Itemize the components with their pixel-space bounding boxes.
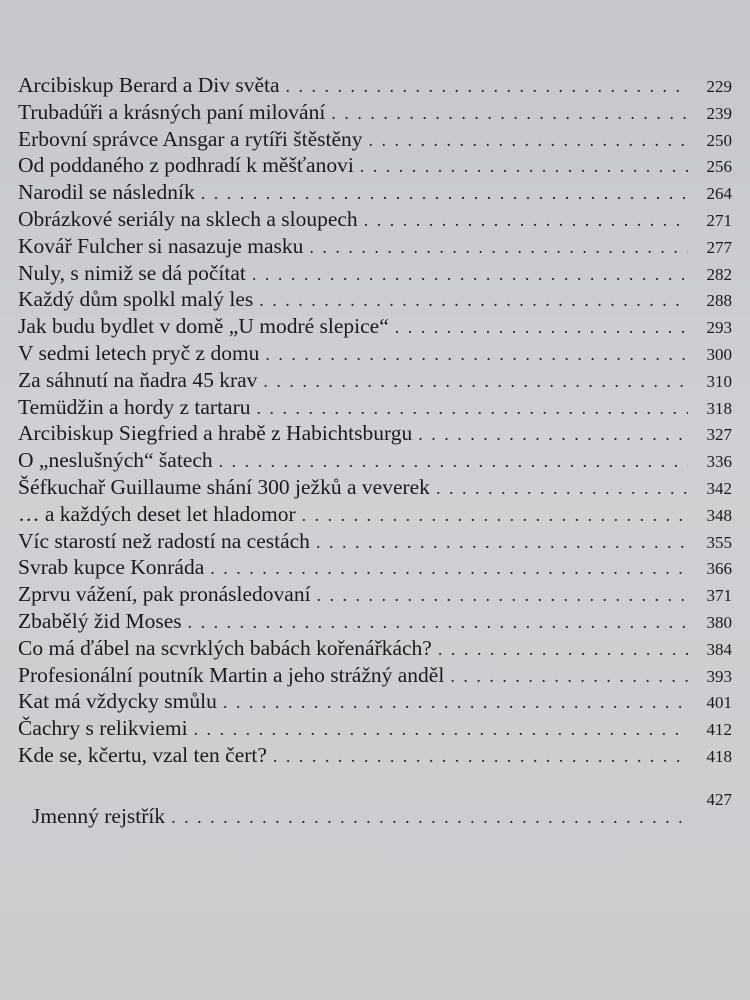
leader-dots (395, 314, 688, 341)
toc-entry (18, 688, 732, 715)
toc-entry-title: Víc starostí než radostí na cestách (18, 528, 310, 553)
toc-entry-title: Šéfkuchař Guillaume shání 300 ježků a veverek (18, 474, 430, 499)
leader-dots (418, 421, 688, 448)
toc-entry-page: 293 (706, 318, 732, 338)
toc-entry (18, 581, 732, 608)
toc-entry-page: 371 (706, 586, 732, 606)
toc-entry-title: Temüdžin a hordy z tartaru (18, 394, 251, 419)
toc-entry-title: Trubadúři a krásných paní milování (18, 99, 326, 124)
leader-dots (219, 448, 688, 475)
toc-entry (18, 99, 732, 126)
toc-entry (18, 528, 732, 555)
toc-entry-title: Čachry s relikviemi (18, 716, 188, 741)
leader-dots (194, 716, 688, 743)
toc-entry-title: Erbovní správce Ansgar a rytíři štěstěny (18, 126, 363, 151)
toc-entry-page: 229 (706, 77, 732, 96)
toc-entry (18, 742, 732, 769)
leader-dots (316, 529, 688, 556)
leader-dots (257, 395, 688, 422)
toc-entry-page: 418 (706, 746, 732, 766)
toc-entry-page: 264 (706, 184, 732, 204)
toc-entry-page: 310 (706, 371, 732, 391)
toc-entry-title: Arcibiskup Siegfried a hrabě z Habichtsburgu (18, 421, 413, 446)
toc-entry (18, 394, 732, 421)
toc-entry-title: Každý dům spolkl malý les (18, 287, 254, 312)
toc-entry-title: Svrab kupce Konráda (18, 555, 205, 580)
toc-entry-page: 250 (706, 130, 732, 150)
toc-entry-title: Narodil se následník (18, 180, 195, 205)
leader-dots (273, 743, 688, 770)
toc-entry (18, 340, 732, 367)
toc-entry-title: Kovář Fulcher si nasazuje masku (18, 233, 304, 258)
toc-entry-title: Jmenný rejstřík (32, 803, 166, 828)
leader-dots (210, 555, 688, 582)
toc-entry-page: 327 (706, 425, 732, 445)
leader-dots (286, 73, 688, 100)
toc-entry (18, 474, 732, 501)
toc-entry-title: Za sáhnutí na ňadra 45 krav (18, 367, 258, 392)
leader-dots (450, 663, 688, 690)
toc-entry (18, 286, 732, 313)
toc-entry-title: Zbabělý žid Moses (18, 608, 182, 633)
toc-entry-title: Jak budu bydlet v domě „U modré slepice“ (18, 314, 389, 339)
toc-entry (18, 420, 732, 447)
leader-dots (302, 502, 688, 529)
toc-entry-page: 342 (706, 478, 732, 498)
leader-dots (201, 180, 688, 207)
toc-entry-page: 412 (706, 720, 732, 740)
toc-entry-page: 282 (706, 264, 732, 284)
toc-entry-page: 288 (706, 291, 732, 311)
toc-entry-page: 300 (706, 344, 732, 364)
toc-entry-title: V sedmi letech pryč z domu (18, 340, 260, 365)
leader-dots (364, 207, 688, 234)
toc-entry-title: Nuly, s nimiž se dá počítat (18, 260, 246, 285)
leader-dots (317, 582, 688, 609)
leader-dots (438, 636, 688, 663)
toc-entry-page: 336 (706, 452, 732, 472)
toc-entry-page: 380 (706, 612, 732, 632)
toc-entry-title: Arcibiskup Berard a Div světa (18, 73, 280, 97)
toc-entry-page: 366 (706, 559, 732, 579)
toc-entry-title: Co má ďábel na scvrklých babách kořenářkách? (18, 635, 432, 660)
toc-entry-page: 271 (706, 210, 732, 230)
toc-entry-title: Zprvu vážení, pak pronásledovaní (18, 582, 311, 607)
toc-entry-title: Profesionální poutník Martin a jeho strážný anděl (18, 662, 445, 687)
toc-entry-index (18, 789, 732, 830)
toc-entry (18, 635, 732, 662)
toc-entries (18, 72, 732, 769)
toc-entry-title: O „neslušných“ šatech (18, 448, 213, 473)
leader-dots (265, 341, 688, 368)
toc-entry (18, 554, 732, 581)
toc-entry (18, 179, 732, 206)
leader-dots (252, 261, 688, 288)
leader-dots (259, 287, 688, 314)
toc-entry (18, 313, 732, 340)
toc-entry-title: Obrázkové seriály na sklech a sloupech (18, 206, 358, 231)
toc-entry-page: 427 (706, 789, 732, 809)
toc-entry (18, 608, 732, 635)
toc-entry-page: 256 (706, 157, 732, 177)
toc-entry (18, 233, 732, 260)
leader-dots (223, 689, 688, 716)
toc-entry-title: Kat má vždycky smůlu (18, 689, 217, 714)
toc-entry (18, 715, 732, 742)
leader-dots (369, 127, 688, 154)
leader-dots (171, 804, 688, 831)
leader-dots (263, 368, 688, 395)
toc-entry-title: … a každých deset let hladomor (18, 501, 296, 526)
toc-spacer (18, 769, 732, 803)
toc-entry (18, 72, 732, 99)
toc-entry (18, 126, 732, 153)
toc-entry-page: 239 (706, 103, 732, 123)
toc-entry-page: 355 (706, 532, 732, 552)
leader-dots (309, 234, 688, 261)
toc-entry (18, 447, 732, 474)
toc-entry-page: 348 (706, 505, 732, 525)
toc-entry-title: Od poddaného z podhradí k měšťanovi (18, 153, 354, 178)
table-of-contents (18, 72, 732, 830)
leader-dots (188, 609, 688, 636)
toc-entry-page: 384 (706, 639, 732, 659)
toc-entry-title: Kde se, kčertu, vzal ten čert? (18, 742, 267, 767)
leader-dots (331, 100, 688, 127)
toc-entry (18, 206, 732, 233)
toc-entry-page: 318 (706, 398, 732, 418)
toc-entry (18, 152, 732, 179)
leader-dots (360, 153, 688, 180)
toc-entry-page: 401 (706, 693, 732, 713)
toc-entry (18, 260, 732, 287)
leader-dots (436, 475, 688, 502)
toc-entry (18, 367, 732, 394)
toc-entry-page: 277 (706, 237, 732, 257)
toc-entry-page: 393 (706, 666, 732, 686)
toc-entry (18, 662, 732, 689)
toc-entry (18, 501, 732, 528)
